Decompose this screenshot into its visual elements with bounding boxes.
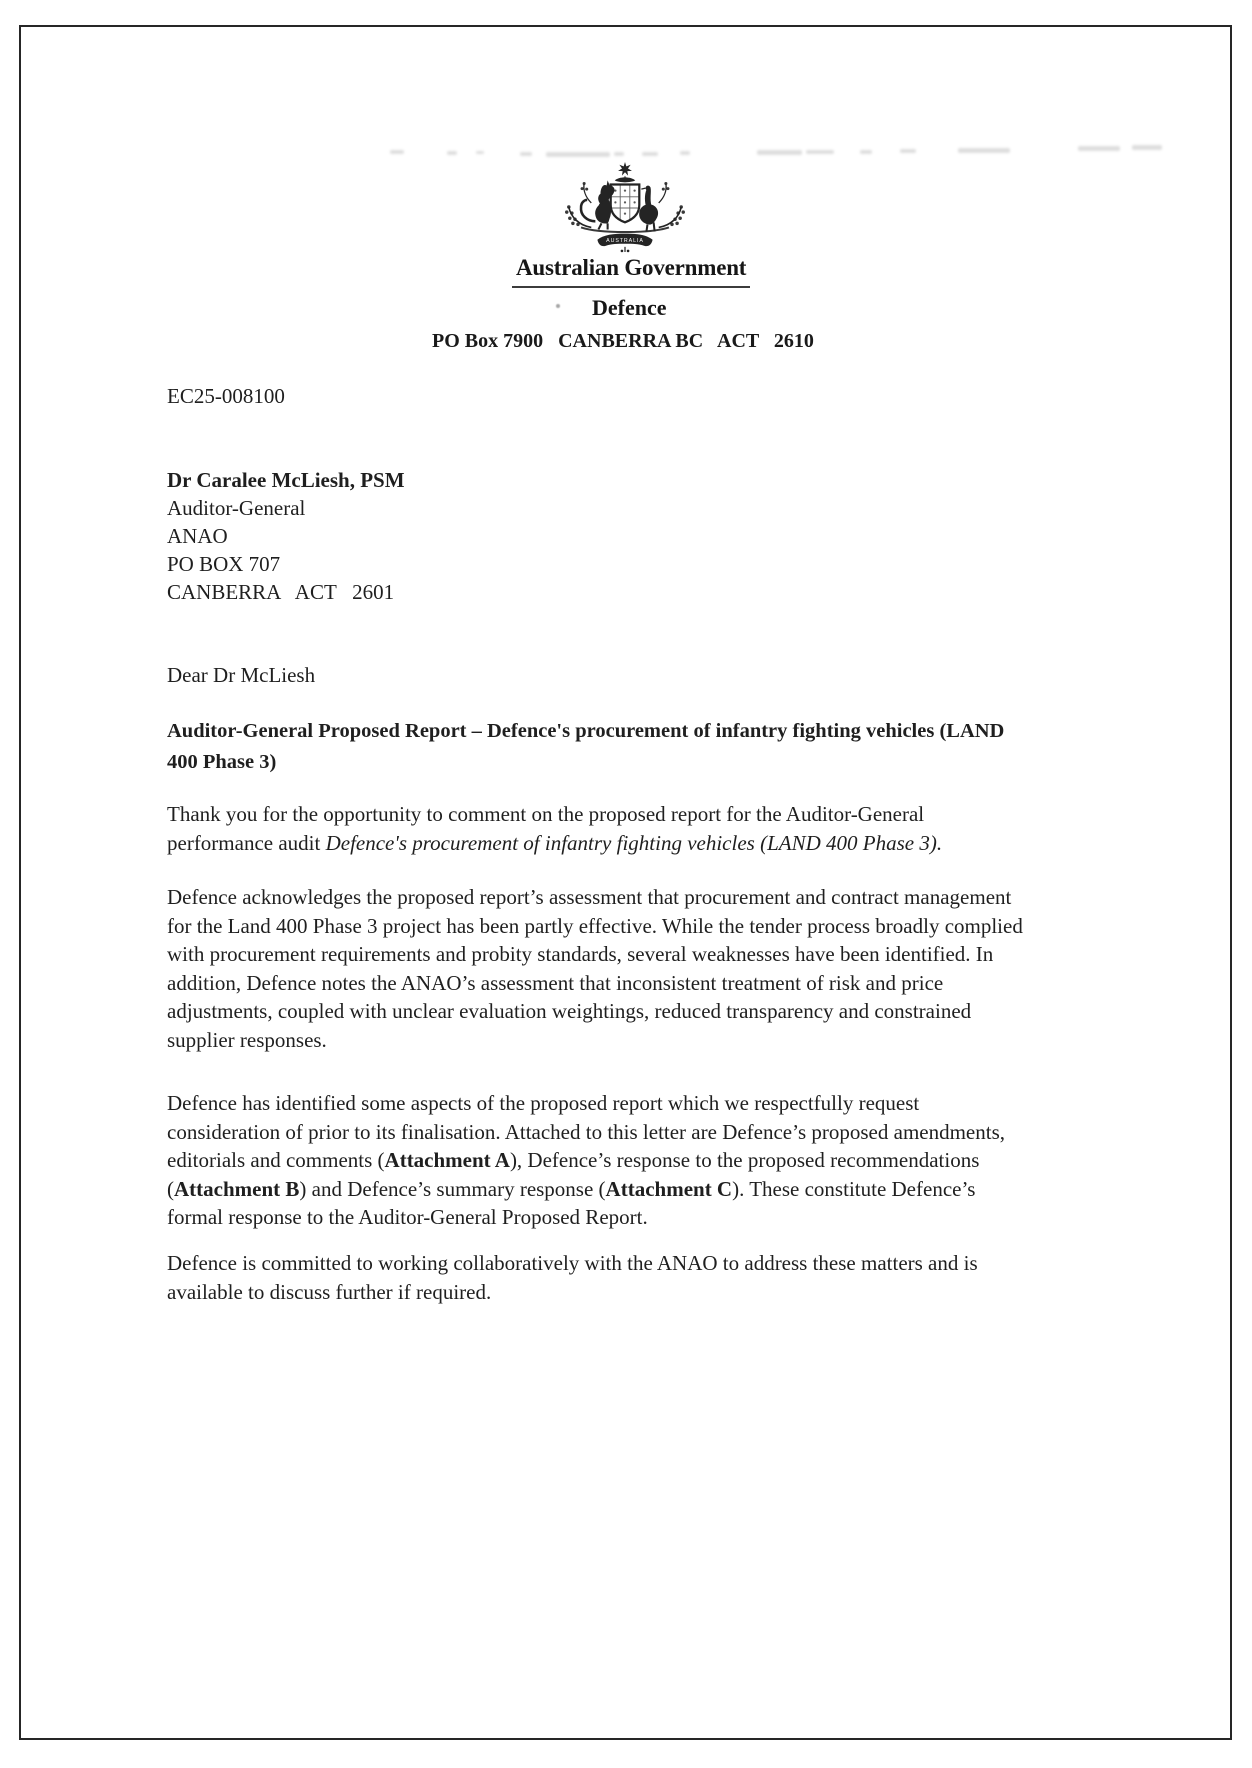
scan-artifact <box>546 152 610 157</box>
department-title: Defence <box>592 295 667 320</box>
report-title-italic: Defence's procurement of infantry fighting vehicles (LAND 400 Phase 3). <box>325 830 943 855</box>
paragraph-text: ) and Defence’s summary response ( <box>299 1176 606 1201</box>
scan-artifact <box>958 148 1010 153</box>
paragraph <box>167 1089 1025 1232</box>
paragraph-text: Defence has identified some aspects of the proposed report which we respectfully request consideration of prior to its finalisation. Attached to this letter are Defence’s proposed amendments, editorials and comments ( <box>167 1091 1006 1172</box>
scan-artifact <box>860 150 872 154</box>
salutation: Dear Dr McLiesh <box>167 663 316 687</box>
attachment-a-label: Attachment A <box>384 1148 510 1172</box>
scan-artifact <box>642 152 658 156</box>
scan-artifact <box>900 149 916 153</box>
recipient-name: Dr Caralee McLiesh, PSM <box>167 468 405 492</box>
recipient-organisation: ANAO <box>167 524 228 548</box>
crest-motto: AUSTRALIA <box>606 238 644 245</box>
paragraph-text: Defence acknowledges the proposed report’s assessment that procurement and contract management for the Land 400 Phase 3 project has been partly effective. While the tender process broadly complied with procurement requirements and probity standards, several weaknesses have been identified. In addition, Defence notes the ANAO’s assessment that inconsistent treatment of risk and price adjustments, coupled with unclear evaluation weightings, reduced transparency and constrained supplier responses. <box>167 885 1023 1052</box>
scan-artifact <box>614 152 624 156</box>
paragraph-text: Thank you for the opportunity to comment on the proposed report for the Auditor-General performance audit <box>167 802 925 855</box>
government-title: Australian Government <box>512 255 750 288</box>
reference-number: EC25-008100 <box>167 384 285 408</box>
attachment-c-label: Attachment C <box>605 1176 733 1201</box>
scan-artifact <box>556 304 560 308</box>
scan-artifact <box>520 152 532 156</box>
paragraph <box>167 800 1025 857</box>
scan-artifact <box>1132 145 1162 150</box>
subject-line: Auditor-General Proposed Report – Defence's procurement of infantry fighting vehicles (LAND 400 Phase 3) <box>167 720 1005 773</box>
recipient-city-line: CANBERRA ACT 2601 <box>167 580 395 604</box>
paragraph-text: ). These constitute Defence’s formal response to the Auditor-General Proposed Report. <box>167 1176 976 1229</box>
paragraph-text: Defence is committed to working collaboratively with the ANAO to address these matters and is available to discuss further if required. <box>167 1251 978 1304</box>
scan-artifact <box>1078 146 1120 151</box>
attachment-b-label: Attachment B <box>174 1176 300 1201</box>
letterhead-postal-address: PO Box 7900 CANBERRA BC ACT 2610 <box>432 330 814 352</box>
scan-artifact <box>757 150 802 155</box>
australian-coat-of-arms-icon <box>550 160 700 254</box>
scan-artifact <box>680 151 690 155</box>
recipient-title: Auditor-General <box>167 496 306 520</box>
paragraph <box>167 1249 1025 1306</box>
paragraph <box>167 883 1025 1054</box>
scan-artifact <box>390 150 404 154</box>
scan-artifact <box>476 151 484 154</box>
recipient-po-box: PO BOX 707 <box>167 552 281 576</box>
recipient-address-block <box>167 466 405 606</box>
paragraph-text: ), Defence’s response to the proposed recommendations ( <box>167 1148 980 1201</box>
scan-artifact <box>806 150 834 154</box>
scan-artifact <box>447 151 457 155</box>
